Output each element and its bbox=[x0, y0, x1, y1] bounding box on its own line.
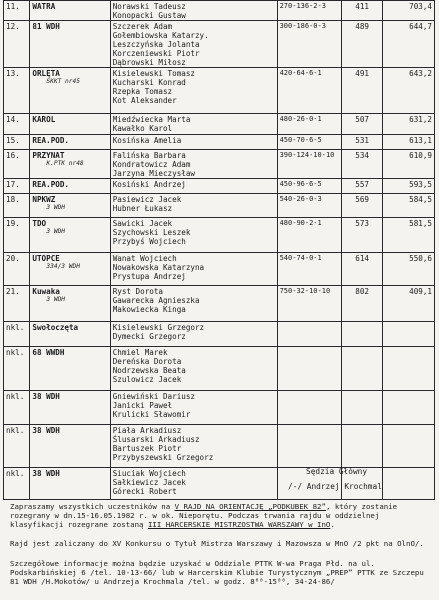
table-row bbox=[4, 391, 435, 425]
score-cell bbox=[383, 391, 435, 425]
team-cell bbox=[30, 114, 110, 135]
member-name: Miedźwiecka Marta bbox=[112, 115, 191, 124]
team-cell bbox=[30, 425, 110, 468]
score-cell: 409,1 bbox=[383, 286, 435, 322]
team-name: PRZYNAT bbox=[32, 151, 65, 160]
members-cell bbox=[110, 194, 277, 218]
member-name: Nowakowska Katarzyna bbox=[112, 263, 205, 272]
place-cell: 12. bbox=[4, 21, 30, 68]
member-name: Kisielewski Tomasz bbox=[112, 69, 195, 78]
member-name: Jarzyna Mieczysław bbox=[112, 169, 195, 178]
member-name: Kucharski Konrad bbox=[112, 78, 186, 87]
invitation-text-a: Zapraszamy wszystkich uczestników na bbox=[10, 502, 175, 511]
split-cell: 540-26-0-3 bbox=[277, 194, 341, 218]
member-name: Bartuszek Piotr bbox=[112, 444, 182, 453]
team-name: 38 WDH bbox=[32, 469, 60, 478]
team-note: SKKT nr45 bbox=[46, 78, 80, 85]
points-cell: 531 bbox=[342, 135, 383, 150]
team-name: 38 WDH bbox=[32, 392, 60, 401]
member-name: Przybyszewski Grzegorz bbox=[112, 453, 214, 462]
member-name: Ryst Dorota bbox=[112, 287, 163, 296]
member-name: Nodrzewska Beata bbox=[112, 366, 186, 375]
member-name: Ślusarski Arkadiusz bbox=[112, 435, 200, 444]
invitation-text-c: . bbox=[330, 520, 335, 529]
place-cell: 15. bbox=[4, 135, 30, 150]
team-name: UTOPCE bbox=[32, 254, 60, 263]
team-note: 3 WDH bbox=[46, 204, 66, 211]
team-cell bbox=[30, 1, 110, 21]
member-name: Korczeniewski Piotr bbox=[112, 49, 200, 58]
score-cell bbox=[383, 322, 435, 347]
team-name: TDO bbox=[32, 219, 47, 228]
team-cell bbox=[30, 150, 110, 179]
place-cell: nkl. bbox=[4, 391, 30, 425]
place-cell: 17. bbox=[4, 179, 30, 194]
members-cell bbox=[110, 347, 277, 391]
member-name: Sałkiewicz Jacek bbox=[112, 478, 186, 487]
member-name: Janicki Paweł bbox=[112, 401, 173, 410]
member-name: Kosiński Andrzej bbox=[112, 180, 186, 189]
place-cell: 16. bbox=[4, 150, 30, 179]
members-cell bbox=[110, 425, 277, 468]
team-note: 3 WDH bbox=[46, 228, 66, 235]
members-cell bbox=[110, 135, 277, 150]
member-name: Rzepka Tomasz bbox=[112, 87, 173, 96]
split-cell: 480-90-2-1 bbox=[277, 218, 341, 253]
member-name: Dymecki Grzegorz bbox=[112, 332, 186, 341]
member-name: Pasiewicz Jacek bbox=[112, 195, 182, 204]
score-cell: 610,9 bbox=[383, 150, 435, 179]
member-name: Chmiel Marek bbox=[112, 348, 168, 357]
split-cell: 270-136-2-3 bbox=[277, 1, 341, 21]
table-row bbox=[4, 425, 435, 468]
points-cell: 573 bbox=[342, 218, 383, 253]
place-cell: nkl. bbox=[4, 468, 30, 500]
points-cell: 569 bbox=[342, 194, 383, 218]
split-cell: 390-124-10-10 bbox=[277, 150, 341, 179]
points-cell: 802 bbox=[342, 286, 383, 322]
points-cell: 411 bbox=[342, 1, 383, 21]
team-note: 3 WDH bbox=[46, 296, 66, 303]
table-row bbox=[4, 150, 435, 179]
championship-name: III HARCERSKIE MISTRZOSTWA WARSZAWY w InO bbox=[147, 520, 331, 529]
table-row bbox=[4, 179, 435, 194]
score-cell: 550,6 bbox=[383, 253, 435, 286]
score-cell: 703,4 bbox=[383, 1, 435, 21]
member-name: Konopacki Gustaw bbox=[112, 11, 186, 20]
split-cell: 450-70-6-5 bbox=[277, 135, 341, 150]
member-name: Prystupa Andrzej bbox=[112, 272, 186, 281]
member-name: Krulicki Sławomir bbox=[112, 410, 191, 419]
member-name: Kondratowicz Adam bbox=[112, 160, 191, 169]
team-note: K.PTK nr48 bbox=[46, 160, 84, 167]
team-name: 38 WDH bbox=[32, 426, 60, 435]
member-name: Kawałko Karol bbox=[112, 124, 173, 133]
member-name: Piała Arkadiusz bbox=[112, 426, 182, 435]
team-note: 334/3 WDH bbox=[46, 263, 80, 270]
split-cell: 420-64-6-1 bbox=[277, 68, 341, 114]
contest-paragraph: Rajd jest zaliczany do XV Konkursu o Tytuł Mistrza Warszawy i Mazowsza w MnO /2 pkt na OlnO/. bbox=[10, 539, 424, 548]
place-cell: 11. bbox=[4, 1, 30, 21]
members-cell bbox=[110, 1, 277, 21]
members-cell bbox=[110, 322, 277, 347]
place-cell: 14. bbox=[4, 114, 30, 135]
members-cell bbox=[110, 114, 277, 135]
split-cell: 300-186-0-3 bbox=[277, 21, 341, 68]
team-name: 81 WDH bbox=[32, 22, 60, 31]
points-cell: 534 bbox=[342, 150, 383, 179]
results-rows bbox=[4, 1, 435, 500]
table-row bbox=[4, 68, 435, 114]
event-name: V RAJD NA ORIENTACJĘ „PODKUBEK 82” bbox=[174, 502, 326, 511]
table-row bbox=[4, 114, 435, 135]
place-cell: 19. bbox=[4, 218, 30, 253]
points-cell: 614 bbox=[342, 253, 383, 286]
table-row bbox=[4, 322, 435, 347]
split-cell: 750-32-10-10 bbox=[277, 286, 341, 322]
invitation-text-b: , który zostanie rozegrany w dn.15-16.05.1982 r. w ok. Nieporętu. Podczas trwania rajdu w oddzielnej klasyfikacji rozegrane zostaną bbox=[10, 502, 398, 529]
team-cell bbox=[30, 68, 110, 114]
members-cell bbox=[110, 253, 277, 286]
member-name: Makowiecka Kinga bbox=[112, 305, 186, 314]
score-cell: 643,2 bbox=[383, 68, 435, 114]
points-cell: 507 bbox=[342, 114, 383, 135]
team-name: 68 WWDH bbox=[32, 348, 65, 357]
score-cell bbox=[383, 468, 435, 500]
members-cell bbox=[110, 21, 277, 68]
member-name: Przybyś Wojciech bbox=[112, 237, 186, 246]
table-row bbox=[4, 1, 435, 21]
members-cell bbox=[110, 286, 277, 322]
split-cell: 540-74-0-1 bbox=[277, 253, 341, 286]
member-name: Dereńska Dorota bbox=[112, 357, 182, 366]
members-cell bbox=[110, 68, 277, 114]
member-name: Gniewiński Dariusz bbox=[112, 392, 195, 401]
team-cell bbox=[30, 322, 110, 347]
place-cell: nkl. bbox=[4, 322, 30, 347]
member-name: Kot Aleksander bbox=[112, 96, 177, 105]
team-cell bbox=[30, 253, 110, 286]
team-name: ORLĘTA bbox=[32, 69, 60, 78]
team-cell bbox=[30, 194, 110, 218]
team-name: WATRA bbox=[32, 2, 56, 11]
score-cell: 581,5 bbox=[383, 218, 435, 253]
team-name: REA.POD. bbox=[32, 180, 69, 189]
member-name: Hubner Łukasz bbox=[112, 204, 173, 213]
member-name: Szychowski Leszek bbox=[112, 228, 191, 237]
team-name: REA.POD. bbox=[32, 136, 69, 145]
member-name: Wanat Wojciech bbox=[112, 254, 177, 263]
member-name: Sawicki Jacek bbox=[112, 219, 173, 228]
info-paragraph: Szczegółowe informacje można będzie uzyskać w Oddziale PTTK W-wa Praga Płd. na ul. Podskarbińskiej 6 /tel. 10-13-66/ lub w Harcerskim Klubie Turystycznym „PREP” PTTK ze Szczepu 81 WDH /H.Mokotów/ u Andrzeja Krochmala /tel. w godz. 8⁰⁰-15⁰⁰, 34-24-86/ bbox=[10, 559, 424, 586]
place-cell: 13. bbox=[4, 68, 30, 114]
member-name: Gawarecka Agnieszka bbox=[112, 296, 200, 305]
split-cell bbox=[277, 322, 341, 347]
members-cell bbox=[110, 179, 277, 194]
table-row bbox=[4, 286, 435, 322]
team-cell bbox=[30, 347, 110, 391]
members-cell bbox=[110, 391, 277, 425]
member-name: Kosińska Amelia bbox=[112, 136, 182, 145]
points-cell: 491 bbox=[342, 68, 383, 114]
team-cell bbox=[30, 391, 110, 425]
table-row bbox=[4, 347, 435, 391]
member-name: Szulowicz Jacek bbox=[112, 375, 182, 384]
member-name: Siuciak Wojciech bbox=[112, 469, 186, 478]
team-cell bbox=[30, 468, 110, 500]
chief-judge-title: Sędzia Główny bbox=[306, 467, 368, 476]
team-name: NPKWZ bbox=[32, 195, 56, 204]
split-cell bbox=[277, 391, 341, 425]
score-cell bbox=[383, 347, 435, 391]
member-name: Górecki Robert bbox=[112, 487, 177, 496]
team-name: Kuwaka bbox=[32, 287, 60, 296]
member-name: Norawski Tadeusz bbox=[112, 2, 186, 11]
team-name: Swołoczęta bbox=[32, 323, 79, 332]
points-cell bbox=[342, 391, 383, 425]
member-name: Szczerek Adam bbox=[112, 22, 173, 31]
member-name: Dąbrowski Miłosz bbox=[112, 58, 186, 67]
score-cell bbox=[383, 425, 435, 468]
results-table bbox=[3, 0, 435, 500]
team-name: KAROL bbox=[32, 115, 56, 124]
member-name: Falińska Barbara bbox=[112, 151, 186, 160]
invitation-paragraph bbox=[10, 502, 430, 529]
table-row bbox=[4, 253, 435, 286]
team-cell bbox=[30, 21, 110, 68]
split-cell: 480-26-0-1 bbox=[277, 114, 341, 135]
place-cell: nkl. bbox=[4, 425, 30, 468]
split-cell bbox=[277, 425, 341, 468]
table-row bbox=[4, 21, 435, 68]
points-cell: 557 bbox=[342, 179, 383, 194]
points-cell bbox=[342, 322, 383, 347]
table-row bbox=[4, 194, 435, 218]
chief-judge-name: /-/ Andrzej Krochmal bbox=[288, 482, 382, 491]
members-cell bbox=[110, 468, 277, 500]
team-cell bbox=[30, 218, 110, 253]
member-name: Leszczyńska Jolanta bbox=[112, 40, 200, 49]
score-cell: 631,2 bbox=[383, 114, 435, 135]
table-row bbox=[4, 135, 435, 150]
points-cell: 489 bbox=[342, 21, 383, 68]
members-cell bbox=[110, 150, 277, 179]
points-cell bbox=[342, 425, 383, 468]
member-name: Kisielewski Grzegorz bbox=[112, 323, 205, 332]
split-cell: 450-96-6-5 bbox=[277, 179, 341, 194]
place-cell: 20. bbox=[4, 253, 30, 286]
table-row bbox=[4, 218, 435, 253]
member-name: Gołembiowska Katarzy. bbox=[112, 31, 209, 40]
points-cell bbox=[342, 347, 383, 391]
score-cell: 584,5 bbox=[383, 194, 435, 218]
place-cell: 21. bbox=[4, 286, 30, 322]
place-cell: nkl. bbox=[4, 347, 30, 391]
place-cell: 18. bbox=[4, 194, 30, 218]
team-cell bbox=[30, 179, 110, 194]
team-cell bbox=[30, 135, 110, 150]
score-cell: 644,7 bbox=[383, 21, 435, 68]
score-cell: 593,5 bbox=[383, 179, 435, 194]
split-cell bbox=[277, 347, 341, 391]
score-cell: 613,1 bbox=[383, 135, 435, 150]
members-cell bbox=[110, 218, 277, 253]
team-cell bbox=[30, 286, 110, 322]
